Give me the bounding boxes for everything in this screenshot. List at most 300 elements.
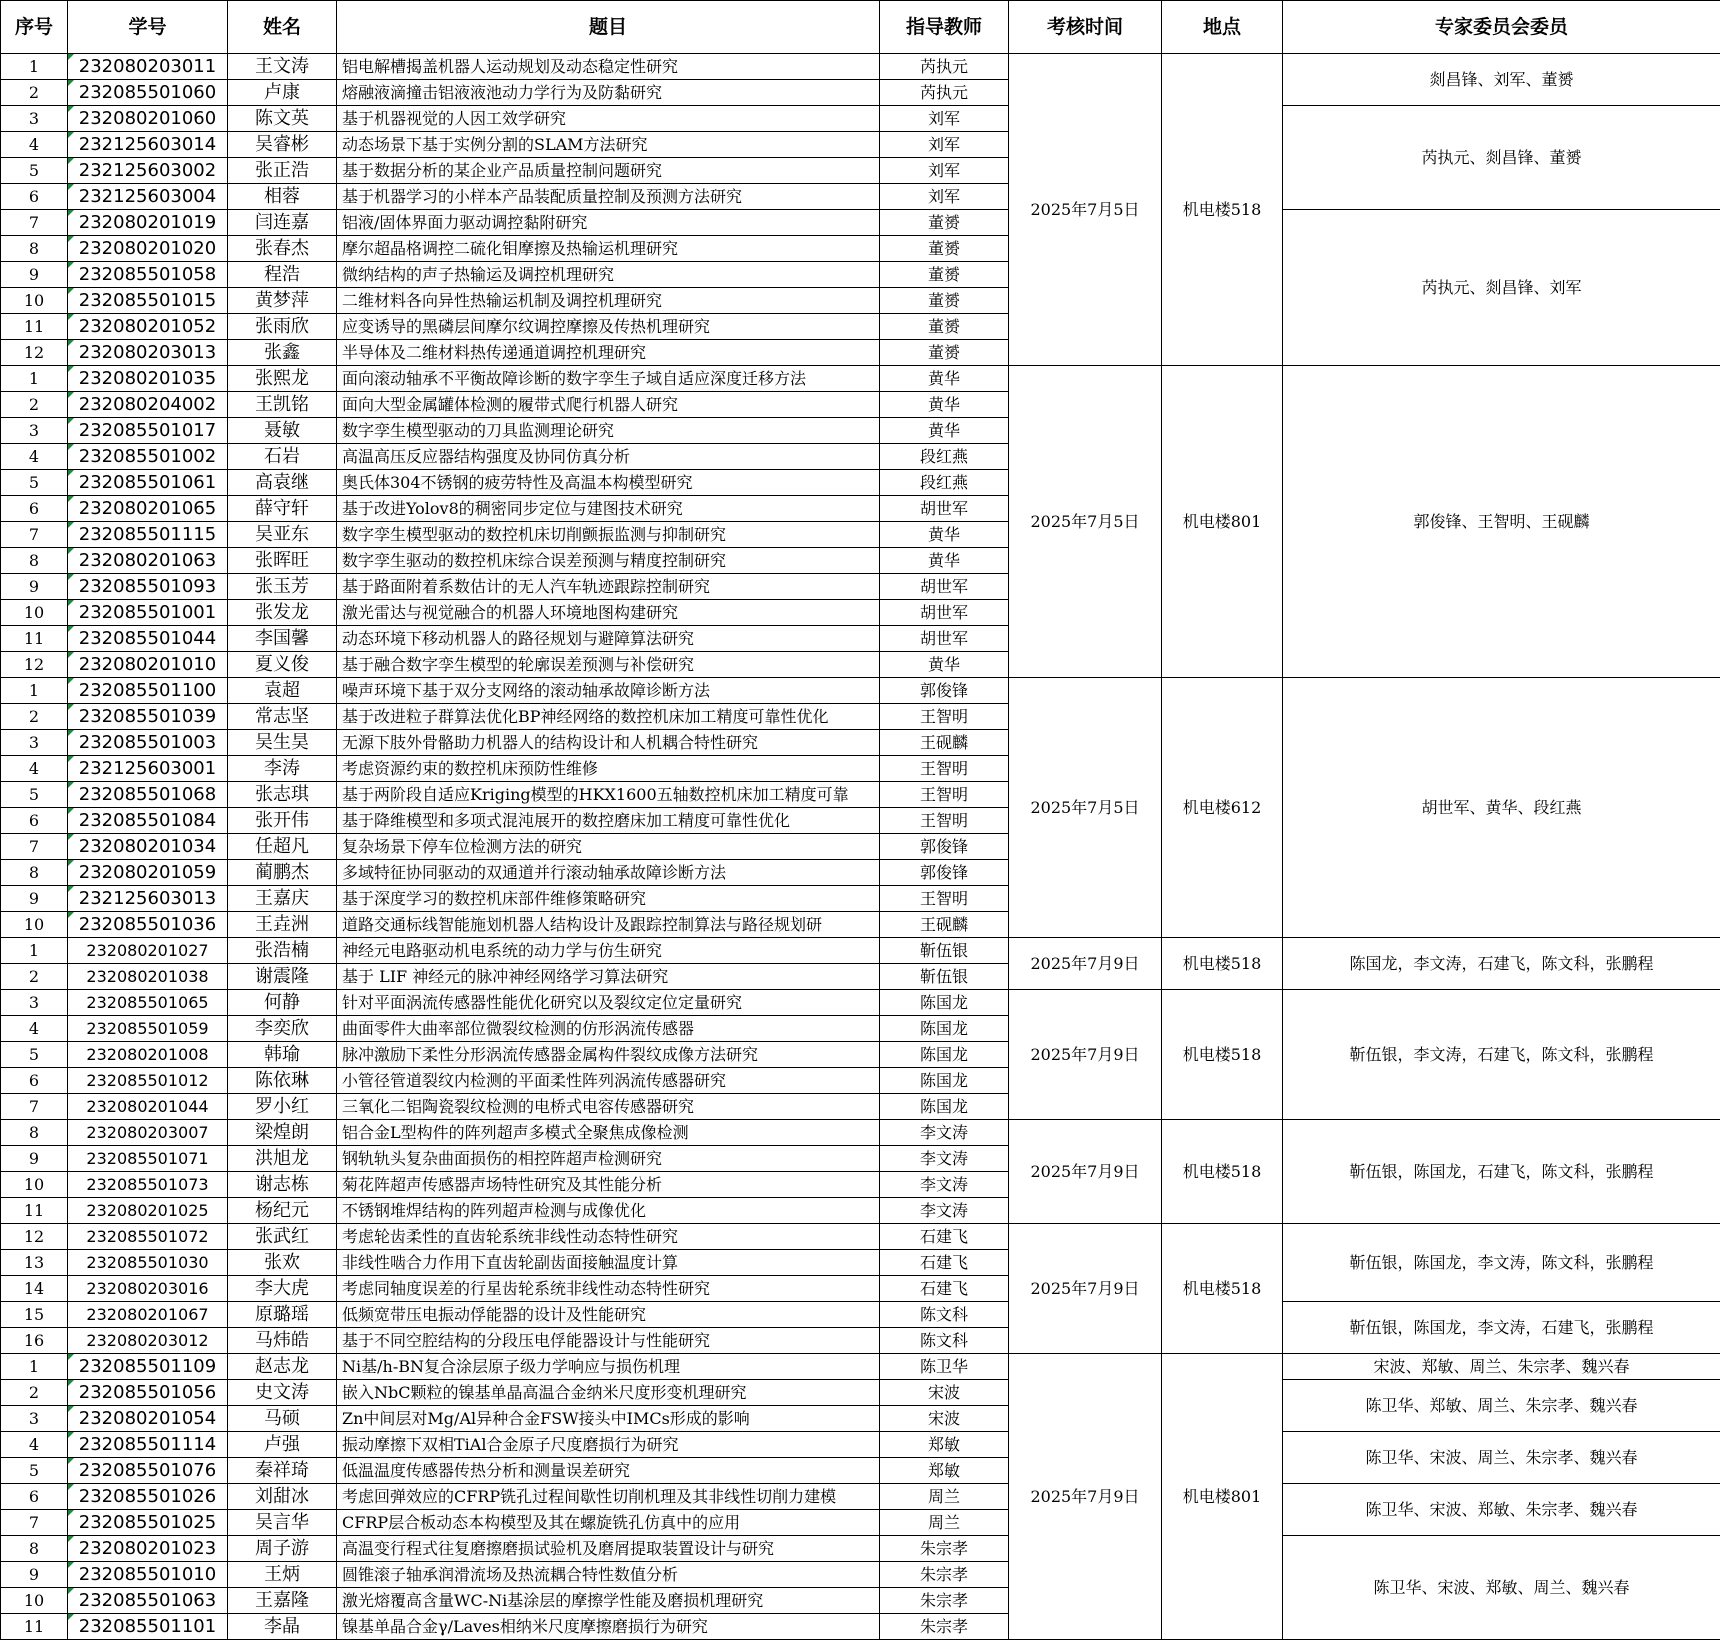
row-index: 8 (1, 1536, 68, 1562)
student-name: 张雨欣 (228, 314, 337, 340)
row-index: 8 (1, 236, 68, 262)
student-id: 232085501061 (68, 470, 228, 496)
thesis-title: 神经元电路驱动机电系统的动力学与仿生研究 (337, 938, 880, 964)
student-name: 杨纪元 (228, 1198, 337, 1224)
student-id: 232085501056 (68, 1380, 228, 1406)
expert-committee-members: 靳伍银，李文涛，石建飞，陈文科，张鹏程 (1283, 990, 1720, 1120)
student-name: 黄梦萍 (228, 288, 337, 314)
row-index: 8 (1, 548, 68, 574)
advisor-name: 胡世军 (880, 626, 1009, 652)
advisor-name: 周兰 (880, 1510, 1009, 1536)
student-id: 232080201023 (68, 1536, 228, 1562)
student-name: 谢震隆 (228, 964, 337, 990)
thesis-title: 道路交通标线智能施划机器人结构设计及跟踪控制算法与路径规划研 (337, 912, 880, 938)
student-id: 232085501060 (68, 80, 228, 106)
thesis-title: 摩尔超晶格调控二硫化钼摩擦及热输运机理研究 (337, 236, 880, 262)
advisor-name: 石建飞 (880, 1276, 1009, 1302)
thesis-title: 三氧化二铝陶瓷裂纹检测的电桥式电容传感器研究 (337, 1094, 880, 1120)
exam-time: 2025年7月9日 (1009, 1354, 1162, 1640)
row-index: 9 (1, 262, 68, 288)
student-name: 李晶 (228, 1614, 337, 1640)
student-id: 232080203013 (68, 340, 228, 366)
col-student-id-header: 学号 (68, 1, 228, 54)
student-id: 232125603002 (68, 158, 228, 184)
row-index: 1 (1, 938, 68, 964)
thesis-title: 铝液/固体界面力驱动调控黏附研究 (337, 210, 880, 236)
advisor-name: 段红燕 (880, 444, 1009, 470)
student-name: 夏义俊 (228, 652, 337, 678)
student-name: 罗小红 (228, 1094, 337, 1120)
expert-committee-members: 郭俊锋、王智明、王砚麟 (1283, 366, 1720, 678)
thesis-title: 基于融合数字孪生模型的轮廓误差预测与补偿研究 (337, 652, 880, 678)
student-name: 张鑫 (228, 340, 337, 366)
student-id: 232085501026 (68, 1484, 228, 1510)
student-id: 232080201027 (68, 938, 228, 964)
student-id: 232085501044 (68, 626, 228, 652)
exam-location: 机电楼518 (1162, 54, 1283, 366)
advisor-name: 陈国龙 (880, 1016, 1009, 1042)
student-name: 张熙龙 (228, 366, 337, 392)
student-name: 石岩 (228, 444, 337, 470)
student-name: 任超凡 (228, 834, 337, 860)
thesis-title: 曲面零件大曲率部位微裂纹检测的仿形涡流传感器 (337, 1016, 880, 1042)
student-id: 232085501084 (68, 808, 228, 834)
advisor-name: 刘军 (880, 106, 1009, 132)
table-row (1, 1302, 1720, 1328)
advisor-name: 王智明 (880, 808, 1009, 834)
advisor-name: 李文涛 (880, 1198, 1009, 1224)
row-index: 3 (1, 106, 68, 132)
student-name: 马炜皓 (228, 1328, 337, 1354)
thesis-title: 振动摩擦下双相TiAl合金原子尺度磨损行为研究 (337, 1432, 880, 1458)
thesis-title: 镍基单晶合金γ/Laves相纳米尺度摩擦磨损行为研究 (337, 1614, 880, 1640)
row-index: 11 (1, 626, 68, 652)
row-index: 7 (1, 1510, 68, 1536)
thesis-title: 复杂场景下停车位检测方法的研究 (337, 834, 880, 860)
thesis-title: 高温高压反应器结构强度及协同仿真分析 (337, 444, 880, 470)
student-id: 232080201010 (68, 652, 228, 678)
row-index: 10 (1, 912, 68, 938)
student-name: 李国馨 (228, 626, 337, 652)
student-id: 232080201019 (68, 210, 228, 236)
student-name: 陈文英 (228, 106, 337, 132)
row-index: 11 (1, 314, 68, 340)
thesis-title: 面向滚动轴承不平衡故障诊断的数字孪生子域自适应深度迁移方法 (337, 366, 880, 392)
expert-committee-members: 芮执元、剡昌锋、董赟 (1283, 106, 1720, 210)
table-body (1, 54, 1720, 1640)
thesis-title: 多域特征协同驱动的双通道并行滚动轴承故障诊断方法 (337, 860, 880, 886)
row-index: 6 (1, 1068, 68, 1094)
student-id: 232080201054 (68, 1406, 228, 1432)
thesis-title: 基于机器学习的小样本产品装配质量控制及预测方法研究 (337, 184, 880, 210)
row-index: 3 (1, 418, 68, 444)
expert-committee-members: 靳伍银，陈国龙，李文涛，陈文科，张鹏程 (1283, 1224, 1720, 1302)
advisor-name: 靳伍银 (880, 964, 1009, 990)
advisor-name: 黄华 (880, 366, 1009, 392)
row-index: 4 (1, 132, 68, 158)
thesis-title: 基于两阶段自适应Kriging模型的HKX1600五轴数控机床加工精度可靠 (337, 782, 880, 808)
student-name: 王嘉庆 (228, 886, 337, 912)
row-index: 3 (1, 990, 68, 1016)
thesis-title: 半导体及二维材料热传递通道调控机理研究 (337, 340, 880, 366)
advisor-name: 王砚麟 (880, 730, 1009, 756)
student-id: 232125603013 (68, 886, 228, 912)
thesis-title: 面向大型金属罐体检测的履带式爬行机器人研究 (337, 392, 880, 418)
thesis-title: 基于 LIF 神经元的脉冲神经网络学习算法研究 (337, 964, 880, 990)
col-title-header: 题目 (337, 1, 880, 54)
table-row (1, 1432, 1720, 1458)
student-id: 232080201038 (68, 964, 228, 990)
thesis-title: 噪声环境下基于双分支网络的滚动轴承故障诊断方法 (337, 678, 880, 704)
student-name: 王嘉隆 (228, 1588, 337, 1614)
thesis-title: 考虑同轴度误差的行星齿轮系统非线性动态特性研究 (337, 1276, 880, 1302)
row-index: 2 (1, 704, 68, 730)
advisor-name: 黄华 (880, 418, 1009, 444)
student-id: 232085501071 (68, 1146, 228, 1172)
thesis-title: 数字孪生驱动的数控机床综合误差预测与精度控制研究 (337, 548, 880, 574)
row-index: 4 (1, 1016, 68, 1042)
student-id: 232085501109 (68, 1354, 228, 1380)
thesis-title: 动态场景下基于实例分割的SLAM方法研究 (337, 132, 880, 158)
expert-committee-members: 剡昌锋、刘军、董赟 (1283, 54, 1720, 106)
row-index: 8 (1, 860, 68, 886)
student-name: 谢志栋 (228, 1172, 337, 1198)
student-id: 232080203012 (68, 1328, 228, 1354)
student-name: 张开伟 (228, 808, 337, 834)
thesis-title: 铝电解槽揭盖机器人运动规划及动态稳定性研究 (337, 54, 880, 80)
student-name: 洪旭龙 (228, 1146, 337, 1172)
student-name: 陈依琳 (228, 1068, 337, 1094)
row-index: 3 (1, 1406, 68, 1432)
advisor-name: 陈文科 (880, 1302, 1009, 1328)
student-name: 刘甜冰 (228, 1484, 337, 1510)
student-id: 232080203007 (68, 1120, 228, 1146)
advisor-name: 李文涛 (880, 1172, 1009, 1198)
advisor-name: 陈文科 (880, 1328, 1009, 1354)
advisor-name: 朱宗孝 (880, 1588, 1009, 1614)
table-row (1, 1380, 1720, 1406)
exam-location: 机电楼518 (1162, 990, 1283, 1120)
advisor-name: 黄华 (880, 548, 1009, 574)
thesis-title: 铝合金L型构件的阵列超声多模式全聚焦成像检测 (337, 1120, 880, 1146)
col-index-header: 序号 (1, 1, 68, 54)
advisor-name: 王智明 (880, 704, 1009, 730)
thesis-title: 动态环境下移动机器人的路径规划与避障算法研究 (337, 626, 880, 652)
expert-committee-members: 陈国龙，李文涛，石建飞，陈文科，张鹏程 (1283, 938, 1720, 990)
thesis-title: 低频宽带压电振动俘能器的设计及性能研究 (337, 1302, 880, 1328)
thesis-title: 基于降维模型和多项式混沌展开的数控磨床加工精度可靠性优化 (337, 808, 880, 834)
advisor-name: 董赟 (880, 340, 1009, 366)
exam-time: 2025年7月5日 (1009, 678, 1162, 938)
student-name: 李涛 (228, 756, 337, 782)
advisor-name: 周兰 (880, 1484, 1009, 1510)
advisor-name: 黄华 (880, 522, 1009, 548)
expert-committee-members: 宋波、郑敏、周兰、朱宗孝、魏兴春 (1283, 1354, 1720, 1380)
thesis-title: 脉冲激励下柔性分形涡流传感器金属构件裂纹成像方法研究 (337, 1042, 880, 1068)
advisor-name: 宋波 (880, 1380, 1009, 1406)
student-id: 232085501012 (68, 1068, 228, 1094)
exam-time: 2025年7月9日 (1009, 1120, 1162, 1224)
advisor-name: 靳伍银 (880, 938, 1009, 964)
thesis-title: Zn中间层对Mg/Al异种合金FSW接头中IMCs形成的影响 (337, 1406, 880, 1432)
exam-location: 机电楼518 (1162, 1224, 1283, 1354)
thesis-title: 基于改进Yolov8的稠密同步定位与建图技术研究 (337, 496, 880, 522)
student-name: 高袁继 (228, 470, 337, 496)
advisor-name: 石建飞 (880, 1250, 1009, 1276)
student-name: 张浩楠 (228, 938, 337, 964)
student-name: 薛守轩 (228, 496, 337, 522)
advisor-name: 郑敏 (880, 1458, 1009, 1484)
student-name: 闫连嘉 (228, 210, 337, 236)
row-index: 5 (1, 1042, 68, 1068)
student-id: 232085501114 (68, 1432, 228, 1458)
advisor-name: 黄华 (880, 392, 1009, 418)
thesis-title: 圆锥滚子轴承润滑流场及热流耦合特性数值分析 (337, 1562, 880, 1588)
student-name: 相蓉 (228, 184, 337, 210)
row-index: 2 (1, 1380, 68, 1406)
advisor-name: 董赟 (880, 210, 1009, 236)
thesis-title: 嵌入NbC颗粒的镍基单晶高温合金纳米尺度形变机理研究 (337, 1380, 880, 1406)
student-id: 232080204002 (68, 392, 228, 418)
thesis-title: 数字孪生模型驱动的数控机床切削颤振监测与抑制研究 (337, 522, 880, 548)
exam-time: 2025年7月5日 (1009, 366, 1162, 678)
student-name: 卢强 (228, 1432, 337, 1458)
advisor-name: 朱宗孝 (880, 1536, 1009, 1562)
row-index: 6 (1, 184, 68, 210)
student-id: 232085501015 (68, 288, 228, 314)
table-row (1, 366, 1720, 392)
advisor-name: 王智明 (880, 756, 1009, 782)
advisor-name: 董赟 (880, 288, 1009, 314)
advisor-name: 陈国龙 (880, 1042, 1009, 1068)
table-row (1, 210, 1720, 236)
row-index: 4 (1, 444, 68, 470)
thesis-title: 微纳结构的声子热输运及调控机理研究 (337, 262, 880, 288)
row-index: 4 (1, 756, 68, 782)
table-row (1, 1484, 1720, 1510)
advisor-name: 李文涛 (880, 1146, 1009, 1172)
row-index: 12 (1, 1224, 68, 1250)
thesis-title: 非线性啮合力作用下直齿轮副齿面接触温度计算 (337, 1250, 880, 1276)
student-id: 232080201035 (68, 366, 228, 392)
exam-location: 机电楼518 (1162, 938, 1283, 990)
thesis-title: 熔融液滴撞击铝液液池动力学行为及防黏研究 (337, 80, 880, 106)
student-id: 232085501010 (68, 1562, 228, 1588)
advisor-name: 刘军 (880, 158, 1009, 184)
thesis-title: 钢轨轨头复杂曲面损伤的相控阵超声检测研究 (337, 1146, 880, 1172)
row-index: 10 (1, 1172, 68, 1198)
expert-committee-members: 靳伍银，陈国龙，李文涛，石建飞，张鹏程 (1283, 1302, 1720, 1354)
student-id: 232080203011 (68, 54, 228, 80)
advisor-name: 黄华 (880, 652, 1009, 678)
row-index: 13 (1, 1250, 68, 1276)
student-id: 232085501072 (68, 1224, 228, 1250)
advisor-name: 王砚麟 (880, 912, 1009, 938)
thesis-title: 激光雷达与视觉融合的机器人环境地图构建研究 (337, 600, 880, 626)
exam-time: 2025年7月5日 (1009, 54, 1162, 366)
student-id: 232085501002 (68, 444, 228, 470)
student-id: 232085501030 (68, 1250, 228, 1276)
student-name: 张正浩 (228, 158, 337, 184)
row-index: 1 (1, 1354, 68, 1380)
student-id: 232080201044 (68, 1094, 228, 1120)
student-name: 韩瑜 (228, 1042, 337, 1068)
table-row (1, 990, 1720, 1016)
thesis-title: 数字孪生模型驱动的刀具监测理论研究 (337, 418, 880, 444)
student-name: 赵志龙 (228, 1354, 337, 1380)
student-name: 原璐瑶 (228, 1302, 337, 1328)
student-name: 李奕欣 (228, 1016, 337, 1042)
col-name-header: 姓名 (228, 1, 337, 54)
row-index: 1 (1, 366, 68, 392)
student-name: 张春杰 (228, 236, 337, 262)
advisor-name: 朱宗孝 (880, 1614, 1009, 1640)
table-row (1, 1224, 1720, 1250)
advisor-name: 董赟 (880, 236, 1009, 262)
exam-time: 2025年7月9日 (1009, 938, 1162, 990)
student-id: 232085501068 (68, 782, 228, 808)
student-name: 吴睿彬 (228, 132, 337, 158)
table-row (1, 938, 1720, 964)
table-row (1, 678, 1720, 704)
col-advisor-header: 指导教师 (880, 1, 1009, 54)
row-index: 3 (1, 730, 68, 756)
student-name: 张志琪 (228, 782, 337, 808)
thesis-title: 基于机器视觉的人因工效学研究 (337, 106, 880, 132)
row-index: 1 (1, 54, 68, 80)
row-index: 9 (1, 886, 68, 912)
row-index: 5 (1, 158, 68, 184)
advisor-name: 胡世军 (880, 600, 1009, 626)
student-id: 232085501073 (68, 1172, 228, 1198)
student-name: 王垚洲 (228, 912, 337, 938)
student-id: 232085501025 (68, 1510, 228, 1536)
table-row (1, 1536, 1720, 1562)
student-name: 周子游 (228, 1536, 337, 1562)
student-name: 蔺鹏杰 (228, 860, 337, 886)
row-index: 10 (1, 1588, 68, 1614)
student-id: 232080203016 (68, 1276, 228, 1302)
row-index: 2 (1, 392, 68, 418)
advisor-name: 董赟 (880, 262, 1009, 288)
student-id: 232080201060 (68, 106, 228, 132)
student-id: 232080201063 (68, 548, 228, 574)
student-name: 吴亚东 (228, 522, 337, 548)
table-row (1, 1354, 1720, 1380)
advisor-name: 刘军 (880, 184, 1009, 210)
row-index: 6 (1, 496, 68, 522)
advisor-name: 李文涛 (880, 1120, 1009, 1146)
advisor-name: 郭俊锋 (880, 834, 1009, 860)
advisor-name: 郭俊锋 (880, 860, 1009, 886)
table-row (1, 54, 1720, 80)
advisor-name: 郑敏 (880, 1432, 1009, 1458)
advisor-name: 陈卫华 (880, 1354, 1009, 1380)
student-id: 232125603004 (68, 184, 228, 210)
row-index: 12 (1, 652, 68, 678)
row-index: 16 (1, 1328, 68, 1354)
student-name: 梁煌朗 (228, 1120, 337, 1146)
thesis-title: 应变诱导的黑磷层间摩尔纹调控摩擦及传热机理研究 (337, 314, 880, 340)
advisor-name: 胡世军 (880, 574, 1009, 600)
header-row (1, 1, 1720, 54)
student-id: 232080201034 (68, 834, 228, 860)
thesis-title: 二维材料各向异性热输运机制及调控机理研究 (337, 288, 880, 314)
row-index: 11 (1, 1614, 68, 1640)
student-id: 232080201020 (68, 236, 228, 262)
student-id: 232085501093 (68, 574, 228, 600)
advisor-name: 朱宗孝 (880, 1562, 1009, 1588)
row-index: 9 (1, 1562, 68, 1588)
row-index: 1 (1, 678, 68, 704)
student-name: 何静 (228, 990, 337, 1016)
advisor-name: 芮执元 (880, 54, 1009, 80)
advisor-name: 董赟 (880, 314, 1009, 340)
student-name: 吴言华 (228, 1510, 337, 1536)
student-name: 吴生昊 (228, 730, 337, 756)
advisor-name: 陈国龙 (880, 1094, 1009, 1120)
expert-committee-members: 陈卫华、宋波、郑敏、周兰、魏兴春 (1283, 1536, 1720, 1640)
row-index: 11 (1, 1198, 68, 1224)
row-index: 5 (1, 1458, 68, 1484)
advisor-name: 王智明 (880, 782, 1009, 808)
expert-committee-members: 陈卫华、宋波、郑敏、朱宗孝、魏兴春 (1283, 1484, 1720, 1536)
col-location-header: 地点 (1162, 1, 1283, 54)
row-index: 7 (1, 522, 68, 548)
exam-time: 2025年7月9日 (1009, 1224, 1162, 1354)
thesis-title: 不锈钢堆焊结构的阵列超声检测与成像优化 (337, 1198, 880, 1224)
expert-committee-members: 靳伍银，陈国龙，石建飞，陈文科，张鹏程 (1283, 1120, 1720, 1224)
student-name: 王炳 (228, 1562, 337, 1588)
thesis-title: 考虑回弹效应的CFRP铣孔过程间歇性切削机理及其非线性切削力建模 (337, 1484, 880, 1510)
student-name: 李大虎 (228, 1276, 337, 1302)
row-index: 7 (1, 834, 68, 860)
row-index: 7 (1, 1094, 68, 1120)
thesis-title: 低温温度传感器传热分析和测量误差研究 (337, 1458, 880, 1484)
student-id: 232080201067 (68, 1302, 228, 1328)
thesis-title: 小管径管道裂纹内检测的平面柔性阵列涡流传感器研究 (337, 1068, 880, 1094)
student-name: 聂敏 (228, 418, 337, 444)
expert-committee-members: 陈卫华、郑敏、周兰、朱宗孝、魏兴春 (1283, 1380, 1720, 1432)
student-name: 袁超 (228, 678, 337, 704)
exam-location: 机电楼518 (1162, 1120, 1283, 1224)
row-index: 2 (1, 964, 68, 990)
col-exam-time-header: 考核时间 (1009, 1, 1162, 54)
thesis-title: 基于数据分析的某企业产品质量控制问题研究 (337, 158, 880, 184)
advisor-name: 陈国龙 (880, 1068, 1009, 1094)
student-id: 232085501001 (68, 600, 228, 626)
row-index: 6 (1, 1484, 68, 1510)
table-row (1, 1120, 1720, 1146)
thesis-title: 基于改进粒子群算法优化BP神经网络的数控机床加工精度可靠性优化 (337, 704, 880, 730)
student-name: 张发龙 (228, 600, 337, 626)
thesis-title: 无源下肢外骨骼助力机器人的结构设计和人机耦合特性研究 (337, 730, 880, 756)
row-index: 6 (1, 808, 68, 834)
row-index: 4 (1, 1432, 68, 1458)
student-id: 232085501017 (68, 418, 228, 444)
student-id: 232080201025 (68, 1198, 228, 1224)
row-index: 12 (1, 340, 68, 366)
thesis-title: 考虑资源约束的数控机床预防性维修 (337, 756, 880, 782)
expert-committee-members: 陈卫华、宋波、周兰、朱宗孝、魏兴春 (1283, 1432, 1720, 1484)
row-index: 5 (1, 782, 68, 808)
row-index: 10 (1, 600, 68, 626)
col-expert-committee-header: 专家委员会委员 (1283, 1, 1720, 54)
advisor-name: 陈国龙 (880, 990, 1009, 1016)
advisor-name: 段红燕 (880, 470, 1009, 496)
student-id: 232080201052 (68, 314, 228, 340)
thesis-title: 基于不同空腔结构的分段压电俘能器设计与性能研究 (337, 1328, 880, 1354)
